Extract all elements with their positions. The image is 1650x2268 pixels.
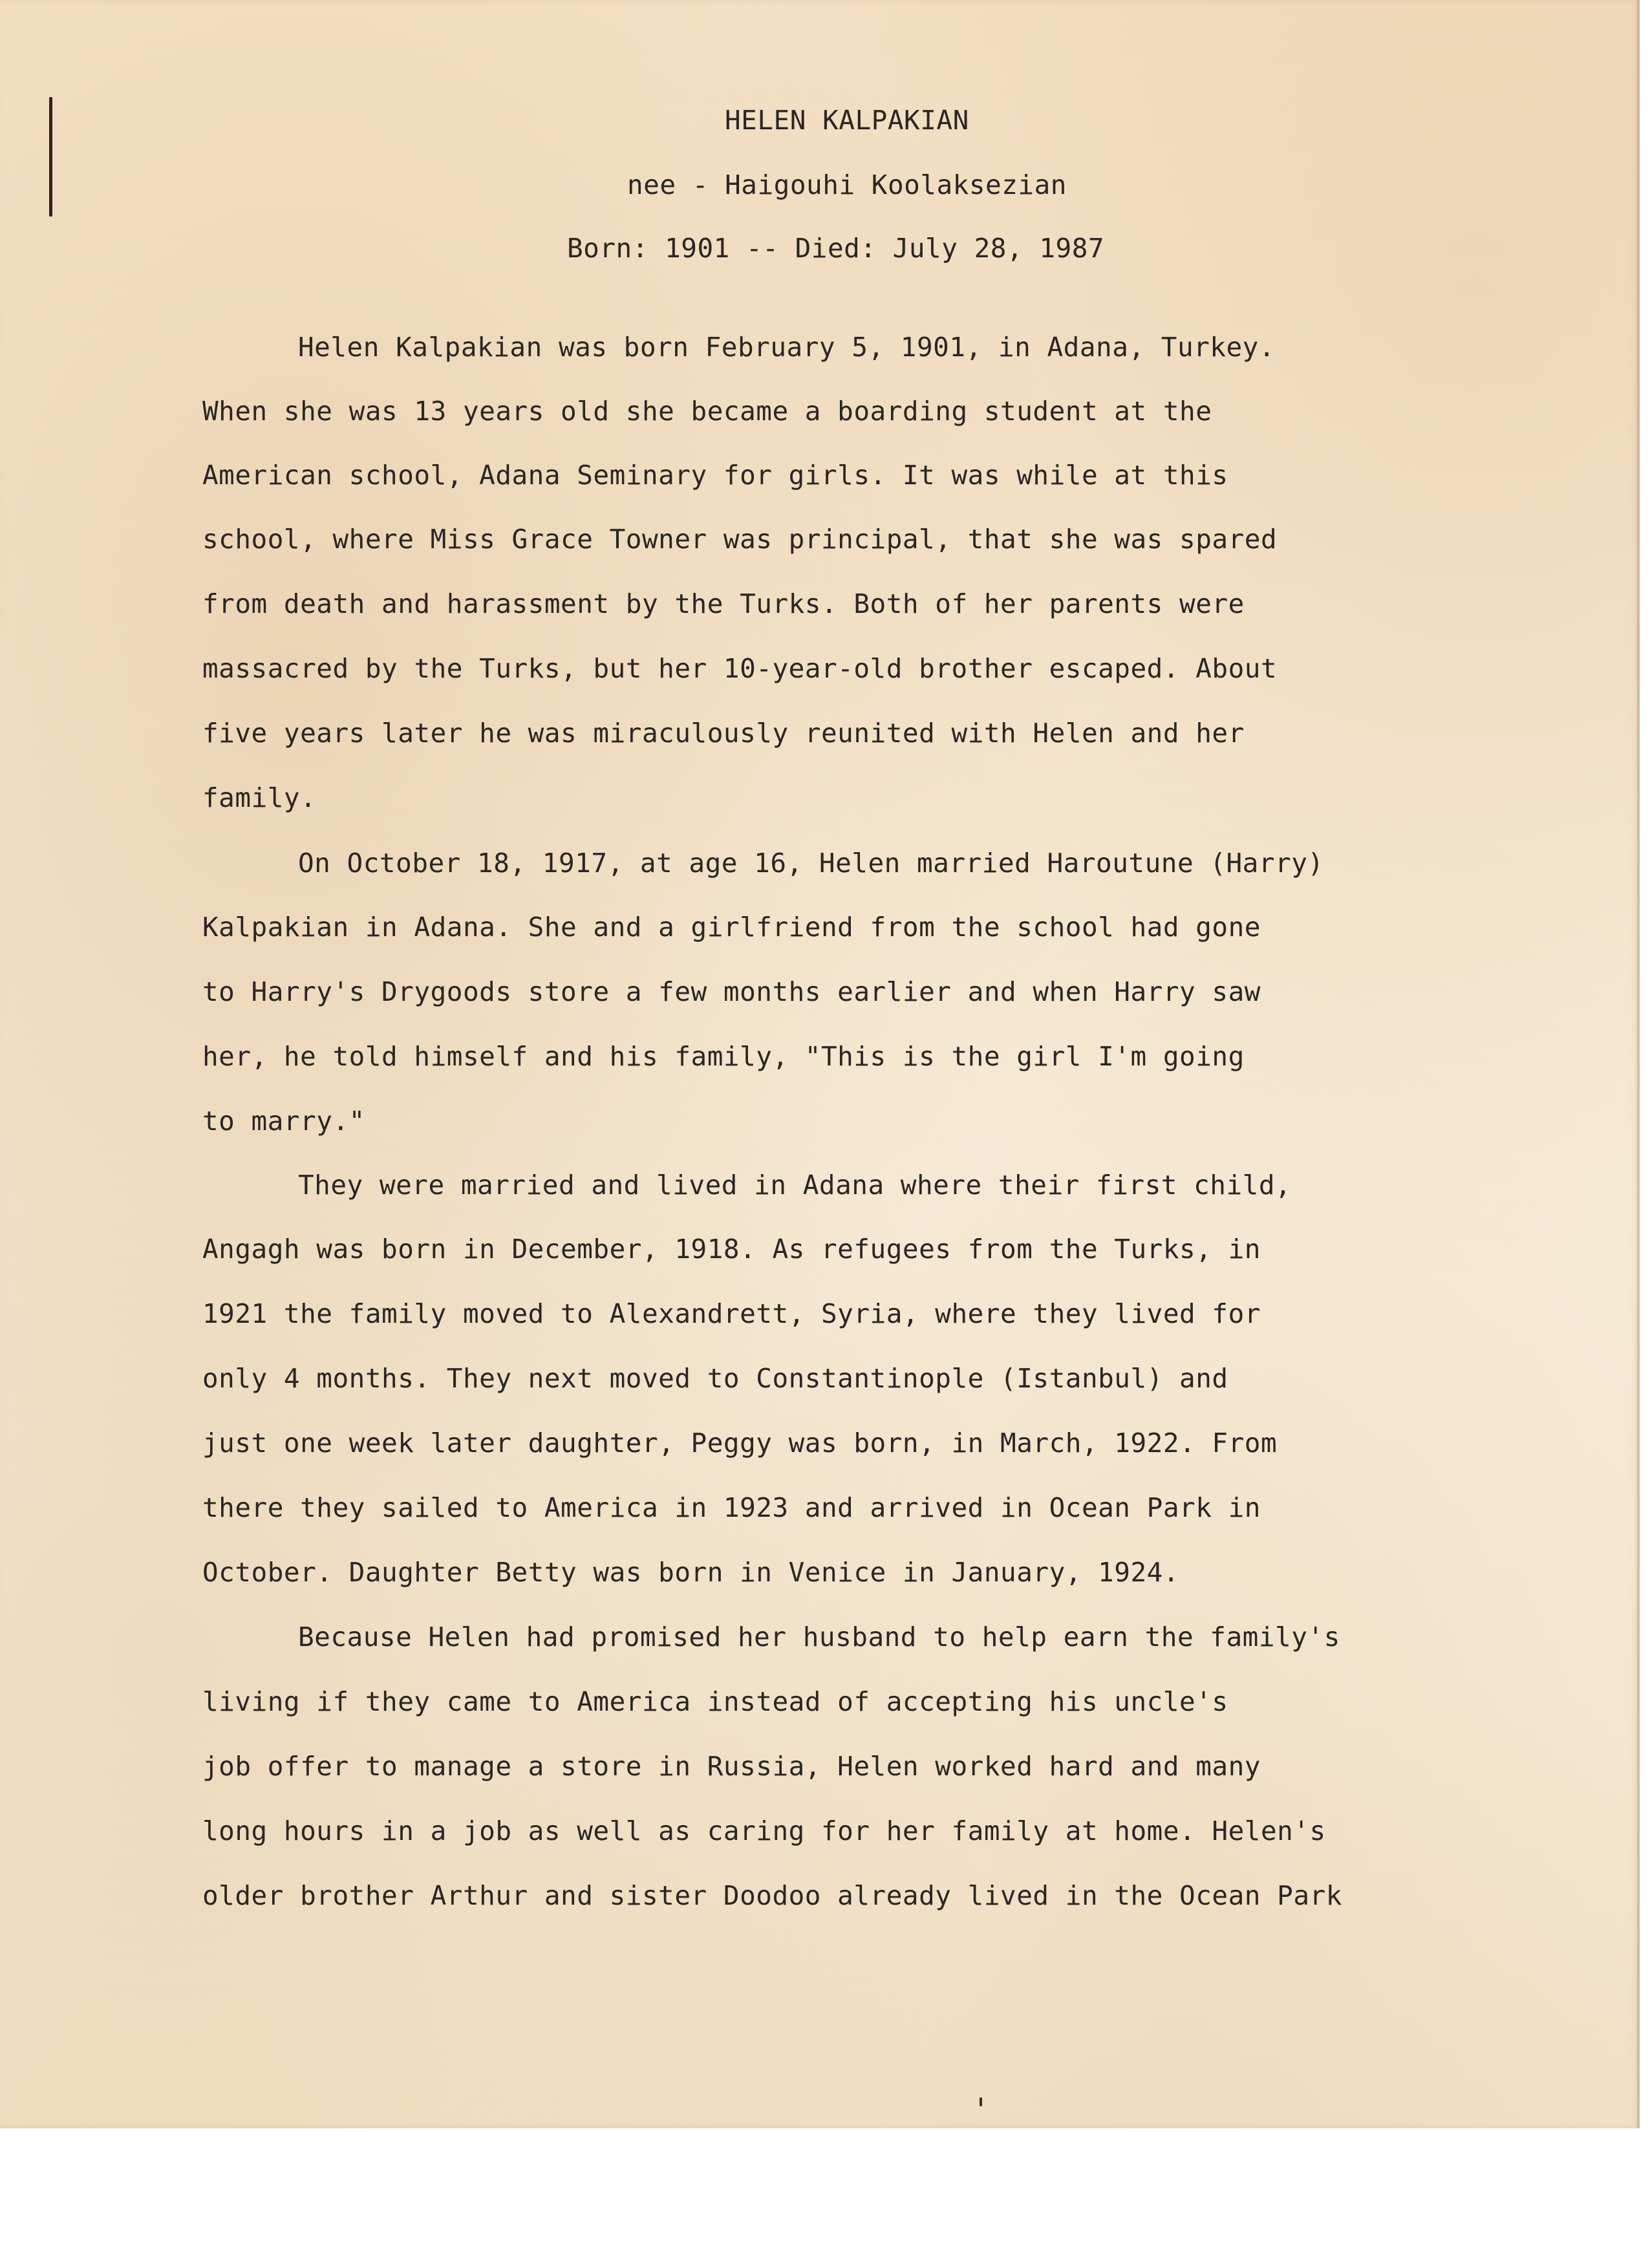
paragraph-line: Helen Kalpakian was born February 5, 1901, in Adana, Turkey. <box>298 332 1276 363</box>
paragraph-line: only 4 months. They next moved to Constantinople (Istanbul) and <box>202 1363 1228 1394</box>
margin-pen-mark <box>49 97 52 217</box>
paragraph-line: her, he told himself and his family, "This is the girl I'm going <box>202 1041 1245 1072</box>
paragraph-line: On October 18, 1917, at age 16, Helen married Haroutune (Harry) <box>298 848 1324 879</box>
paragraph-line: to Harry's Drygoods store a few months earlier and when Harry saw <box>202 976 1261 1007</box>
paragraph-line: just one week later daughter, Peggy was born, in March, 1922. From <box>202 1428 1278 1459</box>
paragraph-line: American school, Adana Seminary for girls. It was while at this <box>202 460 1228 491</box>
paragraph-line: Angagh was born in December, 1918. As refugees from the Turks, in <box>202 1234 1261 1265</box>
paragraph-line: school, where Miss Grace Towner was principal, that she was spared <box>202 524 1278 555</box>
paragraph-line: Kalpakian in Adana. She and a girlfriend from the school had gone <box>202 912 1261 943</box>
paragraph-line: massacred by the Turks, but her 10-year-old brother escaped. About <box>202 653 1278 684</box>
paper-edge-shadow <box>1637 0 1640 2128</box>
document-subtitle: nee - Haigouhi Koolaksezian <box>627 169 1067 200</box>
paragraph-line: October. Daughter Betty was born in Venice in January, 1924. <box>202 1557 1180 1588</box>
paragraph-line: family. <box>202 782 317 813</box>
paragraph-line: there they sailed to America in 1923 and arrived in Ocean Park in <box>202 1492 1261 1523</box>
document-title: HELEN KALPAKIAN <box>725 105 969 136</box>
paragraph-line: to marry." <box>202 1106 365 1137</box>
page-speck-mark <box>980 2097 982 2106</box>
paragraph-line: older brother Arthur and sister Doodoo already lived in the Ocean Park <box>202 1880 1342 1911</box>
paragraph-line: job offer to manage a store in Russia, Helen worked hard and many <box>202 1751 1261 1782</box>
paragraph-line: five years later he was miraculously reunited with Helen and her <box>202 718 1245 749</box>
paragraph-line: from death and harassment by the Turks. Both of her parents were <box>202 588 1245 619</box>
paragraph-line: 1921 the family moved to Alexandrett, Syria, where they lived for <box>202 1298 1261 1329</box>
paragraph-line: Because Helen had promised her husband to help earn the family's <box>298 1621 1340 1653</box>
document-dates: Born: 1901 -- Died: July 28, 1987 <box>567 233 1105 264</box>
paragraph-line: They were married and lived in Adana where their first child, <box>298 1170 1292 1201</box>
paragraph-line: living if they came to America instead of accepting his uncle's <box>202 1686 1228 1717</box>
paragraph-line: long hours in a job as well as caring for her family at home. Helen's <box>202 1815 1326 1846</box>
paragraph-line: When she was 13 years old she became a boarding student at the <box>202 396 1212 427</box>
